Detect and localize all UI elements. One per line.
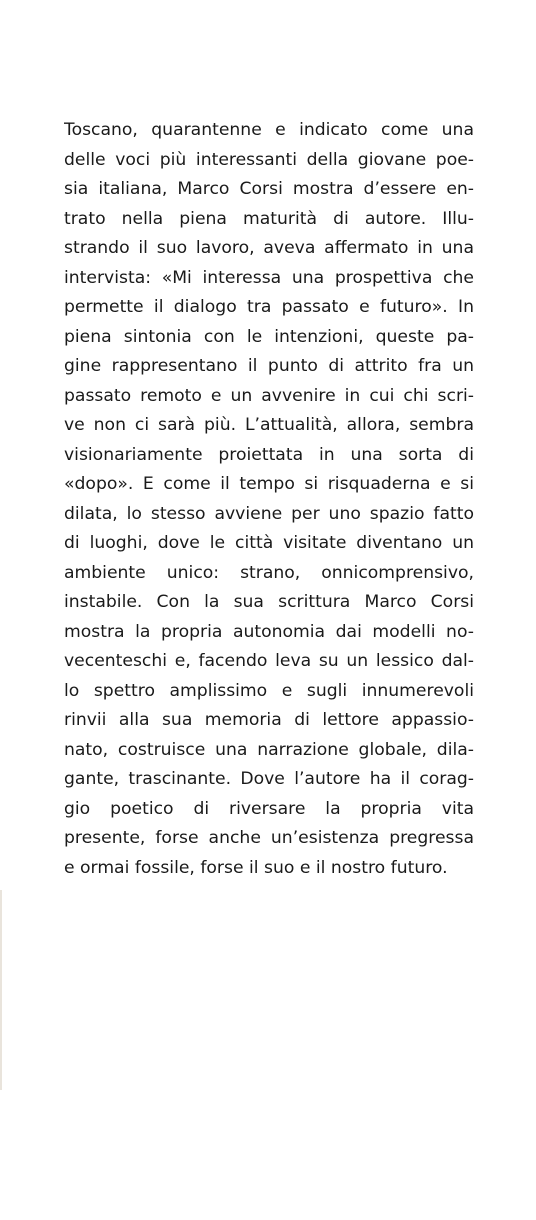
text-line: strando il suo lavoro, aveva affermato in una — [64, 238, 474, 258]
text-line: rinvii alla sua memoria di lettore appassio- — [64, 710, 474, 730]
text-line: dilata, lo stesso avviene per uno spazio fatto — [64, 503, 474, 524]
text-line: gine rappresentano il punto di attrito fra un — [64, 356, 474, 376]
text-line: delle voci più interessanti della giovane poe- — [64, 149, 474, 170]
text-line: ve non ci sarà più. L’attualità, allora, sembra — [64, 415, 474, 435]
text-line: di luoghi, dove le città visitate diventano un — [64, 533, 474, 553]
blurb-paragraph — [64, 116, 474, 883]
text-line: nato, costruisce una narrazione globale, dila- — [64, 739, 474, 760]
text-line: gio poetico di riversare la propria vita — [64, 798, 474, 819]
text-line: trato nella piena maturità di autore. Illu- — [64, 208, 474, 229]
text-line: e ormai fossile, forse il suo e il nostro futuro. — [64, 857, 448, 878]
text-line: gante, trascinante. Dove l’autore ha il corag- — [64, 769, 474, 789]
page-edge-shadow — [0, 890, 2, 1090]
text-line: Toscano, quarantenne e indicato come una — [64, 120, 474, 140]
text-line: mostra la propria autonomia dai modelli no- — [64, 621, 474, 642]
text-line: permette il dialogo tra passato e futuro». In — [64, 297, 474, 317]
text-line: passato remoto e un avvenire in cui chi scri- — [64, 385, 474, 406]
text-line: ambiente unico: strano, onnicomprensivo, — [64, 562, 474, 583]
text-line: intervista: «Mi interessa una prospettiva che — [64, 267, 474, 288]
text-line: presente, forse anche un’esistenza pregressa — [64, 828, 474, 848]
text-line: lo spettro amplissimo e sugli innumerevoli — [64, 680, 474, 701]
text-line: vecenteschi e, facendo leva su un lessico dal- — [64, 651, 474, 671]
text-line: sia italiana, Marco Corsi mostra d’essere en- — [64, 179, 474, 199]
text-line: piena sintonia con le intenzioni, queste pa- — [64, 326, 474, 347]
text-line: instabile. Con la sua scrittura Marco Corsi — [64, 592, 474, 612]
text-line: visionariamente proiettata in una sorta di — [64, 444, 474, 465]
text-line: «dopo». E come il tempo si risquaderna e si — [64, 474, 474, 494]
